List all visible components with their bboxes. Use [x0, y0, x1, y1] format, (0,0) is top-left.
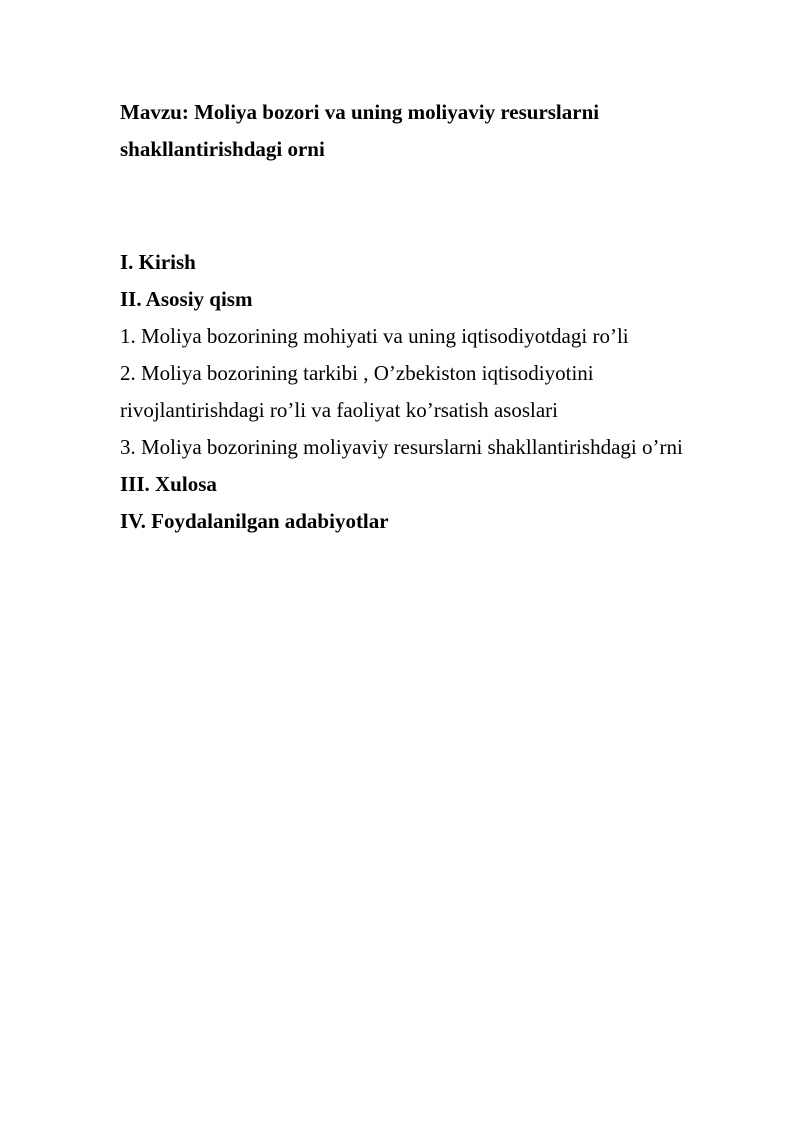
document-title [120, 94, 720, 168]
outline-item-1: 1. Moliya bozorining mohiyati va uning iqtisodiyotdagi ro’li [120, 324, 629, 348]
outline-heading-conclusion: III. Xulosa [120, 472, 217, 496]
outline-heading-introduction: I. Kirish [120, 250, 196, 274]
outline-item-2: 2. Moliya bozorining tarkibi , O’zbekiston iqtisodiyotini [120, 361, 594, 385]
outline-list [120, 244, 720, 540]
document-content [120, 94, 720, 540]
title-line-2: shakllantirishdagi orni [120, 137, 325, 161]
outline-heading-main-part: II. Asosiy qism [120, 287, 253, 311]
outline-item-3: 3. Moliya bozorining moliyaviy resurslarni shakllantirishdagi o’rni [120, 435, 683, 459]
outline-item-2-continued: rivojlantirishdagi ro’li va faoliyat ko’rsatish asoslari [120, 398, 558, 422]
title-line-1: Mavzu: Moliya bozori va uning moliyaviy resurslarni [120, 100, 600, 124]
spacer [120, 168, 720, 244]
outline-heading-references: IV. Foydalanilgan adabiyotlar [120, 509, 389, 533]
